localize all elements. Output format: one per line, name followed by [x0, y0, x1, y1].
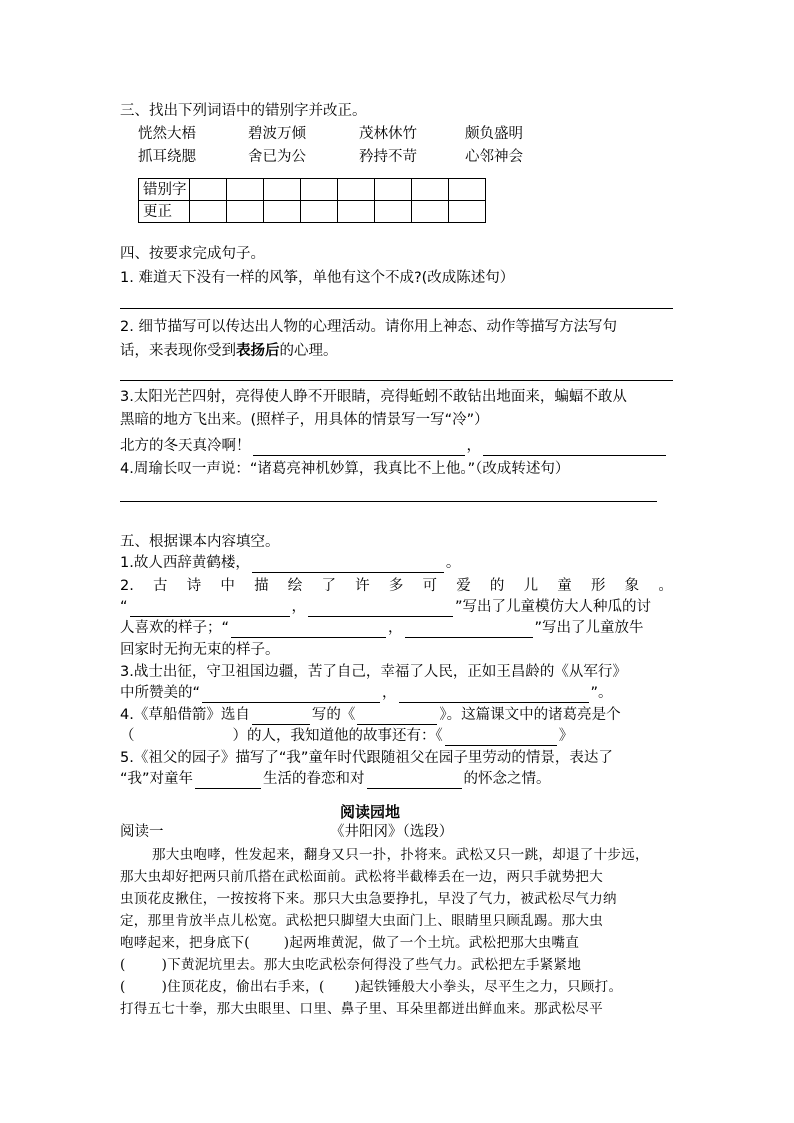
question-text: 3.战士出征，守卫祖国边疆，苦了自己，幸福了人民，正如王昌龄的《从军行》 [120, 664, 627, 680]
blank[interactable] [231, 621, 386, 638]
question-text-part: 北方的冬天真冷啊！ [120, 438, 251, 454]
answer-cell[interactable] [375, 201, 412, 223]
question-text-part: “我”对童年 [120, 771, 194, 787]
blank[interactable] [483, 439, 666, 456]
question-text [120, 683, 613, 703]
question-text-part: ”写出了儿童放牛 [534, 620, 644, 636]
char: 多 [388, 578, 404, 594]
blank[interactable] [357, 708, 437, 725]
char: 象 [624, 578, 640, 594]
char: 古 [153, 578, 168, 594]
blank[interactable] [308, 600, 453, 617]
blank[interactable] [202, 686, 380, 703]
word-item: 碧波万倾 [248, 126, 306, 142]
word-item: 心邻神会 [465, 149, 523, 165]
answer-cell[interactable] [412, 179, 449, 201]
question-text-part: ”。 [590, 685, 613, 701]
blank[interactable] [252, 556, 444, 573]
blank[interactable] [399, 686, 589, 703]
question-text [120, 553, 460, 573]
question-text: 4.周瑜长叹一声说：“诸葛亮神机妙算，我真比不上他。”（改成转述句） [120, 461, 570, 477]
question-text: 回家时无拘无束的样子。 [120, 642, 280, 658]
blank[interactable] [367, 772, 462, 789]
answer-cell[interactable] [449, 179, 486, 201]
table-row-label: 错别字 [139, 179, 190, 201]
blank[interactable] [405, 621, 533, 638]
question-text-part: ， [382, 685, 397, 701]
question-text-part: 4.《草船借箭》选自 [120, 707, 250, 723]
question-text: 黑暗的地方飞出来。(照样子，用具体的情景写一写“冷”） [120, 412, 489, 428]
table-row-label: 更正 [139, 201, 190, 223]
passage-line [120, 933, 579, 953]
passage-line: 打得五七十拳，那大虫眼里、口里、鼻子里、耳朵里都迸出鲜血来。那武松尽平 [120, 1001, 603, 1017]
word-item: 颇负盛明 [465, 126, 523, 142]
table-row [139, 201, 486, 223]
answer-cell[interactable] [412, 201, 449, 223]
char: 绘 [287, 578, 303, 594]
question-text-part: 。 [445, 555, 461, 571]
blank[interactable] [195, 772, 261, 789]
question-text [120, 341, 338, 361]
answer-line[interactable] [120, 501, 657, 502]
passage-text: ( [120, 957, 126, 973]
reading-heading: 阅读园地 [340, 803, 401, 821]
word-item: 抓耳绕腮 [138, 149, 196, 165]
section5-title: 五、根据课本内容填空。 [120, 534, 280, 550]
question-text [120, 726, 573, 746]
answer-cell[interactable] [190, 179, 227, 201]
word-item: 矜持不苛 [359, 149, 417, 165]
blank[interactable] [445, 729, 557, 746]
question-text: 2. 细节描写可以传达出人物的心理活动。请你用上神态、动作等描写方法写句 [120, 319, 617, 335]
passage-line: 定，那里肯放半点儿松宽。武松把只脚望大虫面门上、眼睛里只顾乱踢。那大虫 [120, 913, 603, 929]
char: 童 [557, 578, 572, 594]
question-text-part: 的心理。 [279, 343, 338, 359]
char: 了 [321, 578, 336, 594]
question-text-part: ， [466, 438, 481, 454]
answer-line[interactable] [120, 380, 673, 381]
section4-title: 四、按要求完成句子。 [120, 246, 265, 262]
question-text-part: 写的《 [311, 707, 356, 723]
char: 。 [658, 578, 673, 594]
answer-cell[interactable] [449, 201, 486, 223]
answer-line[interactable] [120, 308, 673, 309]
answer-cell[interactable] [190, 201, 227, 223]
passage-line [120, 977, 622, 997]
passage-line: 那大虫却好把两只前爪搭在武松面前。武松将半截棒丢在一边，两只手就势把大 [120, 869, 603, 885]
passage-text: )起两堆黄泥，做了一个土坑。武松把那大虫嘴直 [283, 935, 580, 951]
answer-cell[interactable] [227, 201, 264, 223]
char: 2. [120, 578, 134, 594]
passage-line [120, 955, 581, 975]
char: 儿 [523, 578, 539, 594]
char: 爱 [456, 578, 471, 594]
question-text: 1. 难道天下没有一样的风筝，单他有这个不成?(改成陈述句） [120, 270, 515, 286]
question-text [120, 576, 673, 596]
answer-cell[interactable] [301, 201, 338, 223]
question-text-part: “ [120, 599, 128, 615]
passage-text: ( [120, 979, 126, 995]
char: 形 [590, 578, 606, 594]
char: 许 [355, 578, 370, 594]
passage-line: 那大虫咆哮，性发起来，翻身又只一扑，扑将来。武松又只一跳，却退了十步远， [152, 847, 649, 863]
question-text-part: 的怀念之情。 [463, 771, 551, 787]
passage-text: 咆哮起来，把身底下( [120, 935, 250, 951]
question-text-part: 》 [558, 728, 574, 744]
question-text-part: ”写出了儿童模仿大人种瓜的讨 [455, 599, 652, 615]
passage-text: )下黄泥坑里去。那大虫吃武松奈何得没了些气力。武松把左手紧紧地 [161, 957, 582, 973]
question-text [120, 705, 621, 725]
question-text-part: 》。这篇课文中的诸葛亮是个 [439, 707, 621, 723]
char: 的 [489, 578, 505, 594]
answer-cell[interactable] [338, 179, 375, 201]
passage-text: )住顶花皮，偷出右手来，( [161, 979, 325, 995]
answer-cell[interactable] [375, 179, 412, 201]
blank[interactable] [253, 439, 465, 456]
answer-cell[interactable] [264, 179, 301, 201]
word-item: 恍然大梧 [138, 126, 196, 142]
blank[interactable] [130, 600, 290, 617]
table-row [139, 179, 486, 201]
question-text-part: 1.故人西辞黄鹤楼， [120, 555, 250, 571]
question-text [120, 769, 551, 789]
char: 诗 [186, 578, 202, 594]
correction-table [138, 178, 486, 223]
blank[interactable] [252, 708, 310, 725]
question-text: 5.《祖父的园子》描写了“我”童年时代跟随祖父在园子里劳动的情景，表达了 [120, 750, 613, 766]
char: 可 [422, 578, 438, 594]
question-text-part: 话，来表现你受到 [120, 343, 236, 359]
answer-cell[interactable] [338, 201, 375, 223]
passage-line: 虫顶花皮揪住，一按按将下来。那只大虫急要挣扎，早没了气力，被武松尽气力纳 [120, 891, 617, 907]
question-text-part: ， [388, 620, 403, 636]
question-text [120, 436, 668, 456]
question-text-part: （ [120, 728, 135, 744]
word-item: 茂林休竹 [359, 126, 417, 142]
passage-text: )起铁锤般大小拳头，尽平生之力，只顾打。 [354, 979, 623, 995]
question-text: 3.太阳光芒四射，亮得使人睁不开眼睛，亮得蚯蚓不敢钻出地面来，蝙蝠不敢从 [120, 389, 627, 405]
question-text [120, 618, 644, 638]
char: 描 [254, 578, 269, 594]
answer-cell[interactable] [301, 179, 338, 201]
section3-title: 三、找出下列词语中的错别字并改正。 [120, 103, 367, 119]
word-item: 舍已为公 [248, 149, 306, 165]
question-text-part: ）的人，我知道他的故事还有：《 [232, 728, 443, 744]
answer-cell[interactable] [227, 179, 264, 201]
passage-title: 《井阳冈》（选段） [330, 824, 454, 840]
reading-label: 阅读一 [120, 824, 164, 840]
answer-cell[interactable] [264, 201, 301, 223]
question-text-part: ， [291, 599, 307, 615]
question-text-part: 人喜欢的样子；“ [120, 620, 230, 636]
question-text [120, 597, 651, 617]
emphasis-text: 表扬后 [236, 343, 280, 359]
char: 中 [220, 578, 235, 594]
question-text-part: 生活的眷恋和对 [263, 771, 365, 787]
question-text-part: 中所赞美的“ [120, 685, 201, 701]
